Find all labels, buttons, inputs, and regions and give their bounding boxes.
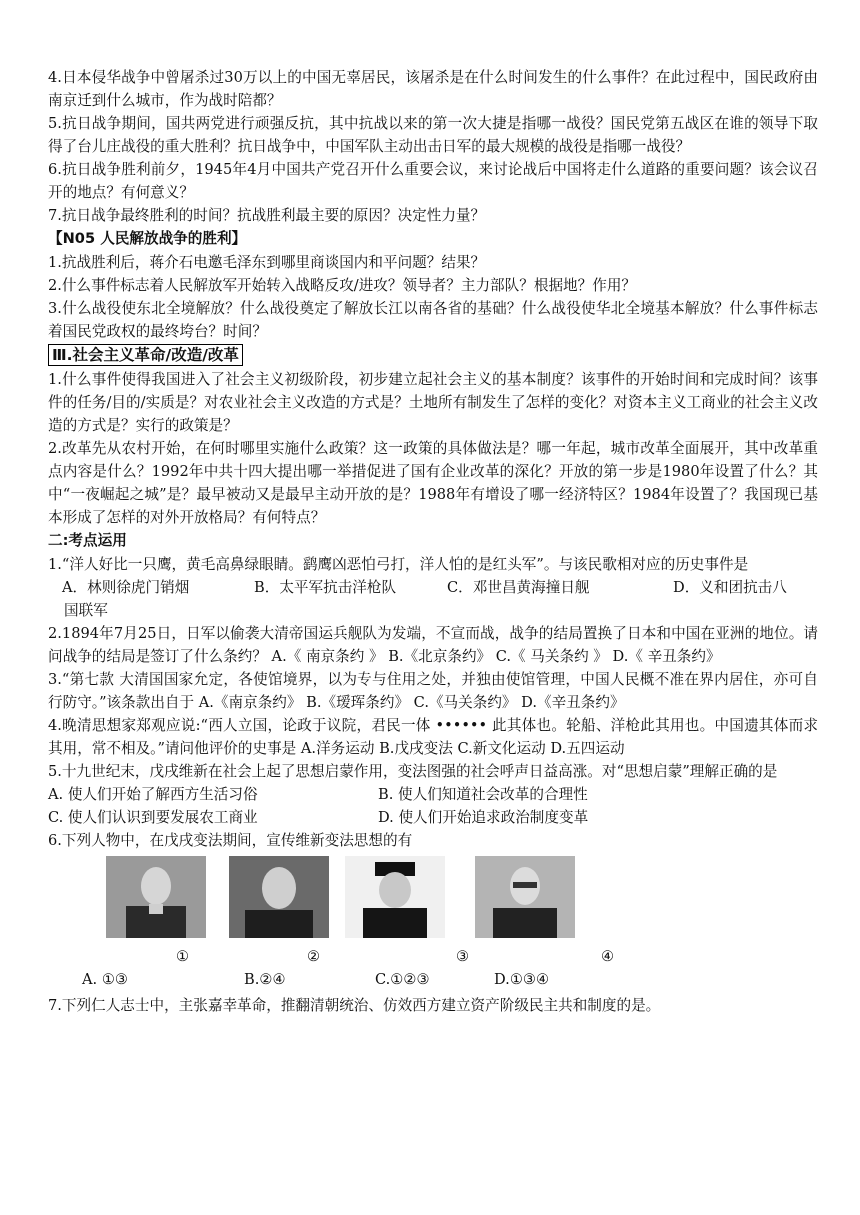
question-7: 7.抗日战争最终胜利的时间？抗战胜利最主要的原因？决定性力量？ — [48, 207, 486, 224]
option-a: A．林则徐虎门销烟 — [62, 579, 190, 596]
section-n05-title: 【N05 人民解放战争的胜利】 — [48, 230, 247, 247]
option-b: B. 使人们知道社会改革的合理性 — [378, 786, 588, 803]
portrait-photo-4 — [475, 856, 575, 938]
portrait-photo-2 — [229, 856, 329, 938]
option-d: D．义和团抗击八 — [673, 579, 787, 596]
exercise-1-options — [48, 576, 818, 599]
portrait-number-4: ④ — [601, 948, 615, 965]
exercise-4: 4.晚清思想家郑观应说:“西人立国，论政于议院，君民一体 •••••• 此其体也。轮船、洋枪此其用也。中国遗其体而求其用，常不相及。”请问他评价的史事是 A.洋务运动 B.戊戌变法 C.新文化运动 D.五四运动 — [48, 717, 818, 757]
portrait-photo-1 — [106, 856, 206, 938]
exercise-5: 5.十九世纪末，戊戌维新在社会上起了思想启蒙作用，变法图强的社会呼声日益高涨。对“思想启蒙”理解正确的是 — [48, 763, 778, 780]
portrait-number-1: ① — [176, 948, 190, 965]
portrait-number-3: ③ — [456, 948, 470, 965]
part-2-title: 二:考点运用 — [48, 532, 127, 549]
option-a: A. 使人们开始了解西方生活习俗 — [48, 786, 258, 803]
portrait-number-2: ② — [307, 948, 321, 965]
worksheet-page — [48, 66, 818, 1017]
option-d: D.①③④ — [494, 971, 550, 988]
exercise-6-options — [48, 968, 818, 994]
n05-question-2: 2.什么事件标志着人民解放军开始转入战略反攻/进攻？领导者？主力部队？根据地？作用？ — [48, 277, 637, 294]
option-c: C．邓世昌黄海撞日舰 — [447, 579, 590, 596]
option-d: D. 使人们开始追求政治制度变革 — [378, 809, 589, 826]
exercise-3: 3.“第七款 大清国国家允定，各使馆境界，以为专与住用之处，并独由使馆管理，中国人民概不准在界内居住，亦可自行防守。”该条款出自于 A.《南京条约》 B.《瑷珲条约》 C.《马关条约》 D.《辛丑条约》 — [48, 671, 818, 711]
portrait-photo-3 — [345, 856, 445, 938]
question-4: 4.日本侵华战争中曾屠杀过30万以上的中国无辜居民，该屠杀是在什么时间发生的什么事件？在此过程中，国民政府由南京迁到什么城市，作为战时陪都？ — [48, 69, 818, 109]
exercise-6: 6.下列人物中，在戊戌变法期间，宣传维新变法思想的有 — [48, 832, 413, 849]
question-6: 6.抗日战争胜利前夕，1945年4月中国共产党召开什么重要会议，来讨论战后中国将走什么道路的重要问题？该会议召开的地点？有何意义？ — [48, 161, 818, 201]
option-c: C.①②③ — [375, 971, 430, 988]
exercise-5-options — [48, 783, 818, 829]
option-a: A. ①③ — [82, 971, 128, 988]
section-3-title: Ⅲ.社会主义革命/改造/改革 — [48, 344, 243, 366]
n05-question-3: 3.什么战役使东北全境解放？什么战役奠定了解放长江以南各省的基础？什么战役使华北全境基本解放？什么事件标志着国民党政权的最终垮台？时间？ — [48, 300, 818, 340]
question-5: 5.抗日战争期间，国共两党进行顽强反抗，其中抗战以来的第一次大捷是指哪一战役？国民党第五战区在谁的领导下取得了台儿庄战役的重大胜利？抗日战争中，中国军队主动出击日军的最大规模的战役是指哪一战役？ — [48, 115, 818, 155]
exercise-1: 1.“洋人好比一只鹰，黄毛高鼻绿眼睛。鹞鹰凶恶怕弓打，洋人怕的是红头军”。与该民歌相对应的历史事件是 — [48, 556, 749, 573]
option-c: C. 使人们认识到要发展农工商业 — [48, 809, 258, 826]
portrait-numbers — [48, 948, 818, 968]
option-b: B.②④ — [244, 971, 286, 988]
portrait-row — [48, 856, 818, 948]
section-3-question-1: 1.什么事件使得我国进入了社会主义初级阶段，初步建立起社会主义的基本制度？该事件的开始时间和完成时间？该事件的任务/目的/实质是？对农业社会主义改造的方式是？土地所有制发生了怎样的变化？对资本主义工商业的社会主义改造的方式是？实行的政策是？ — [48, 371, 818, 434]
n05-question-1: 1.抗战胜利后，蒋介石电邀毛泽东到哪里商谈国内和平问题？结果？ — [48, 254, 486, 271]
section-3-question-2: 2.改革先从农村开始，在何时哪里实施什么政策？这一政策的具体做法是？哪一年起，城市改革全面展开，其中改革重点内容是什么？1992年中共十四大提出哪一举措促进了国有企业改革的深化？开放的第一步是1980年设置了什么？其中“一夜崛起之城”是？最早被动又是最早主动开放的是？1988年有增设了哪一经济特区？1984年设置了？我国现已基本形成了怎样的对外开放格局？有何特点？ — [48, 440, 818, 526]
option-b: B．太平军抗击洋枪队 — [254, 579, 397, 596]
exercise-7: 7.下列仁人志士中，主张嘉幸革命，推翻清朝统治、仿效西方建立资产阶级民主共和制度的是。 — [48, 997, 661, 1014]
exercise-2: 2.1894年7月25日，日军以偷袭大清帝国运兵舰队为发端，不宣而战，战争的结局置换了日本和中国在亚洲的地位。请问战争的结局是签订了什么条约？ A.《 南京条约 》 B.《北京条约》 C.《 马关条约 》 D.《 辛丑条约》 — [48, 625, 818, 665]
exercise-1-option-d-continued: 国联军 — [64, 602, 108, 619]
